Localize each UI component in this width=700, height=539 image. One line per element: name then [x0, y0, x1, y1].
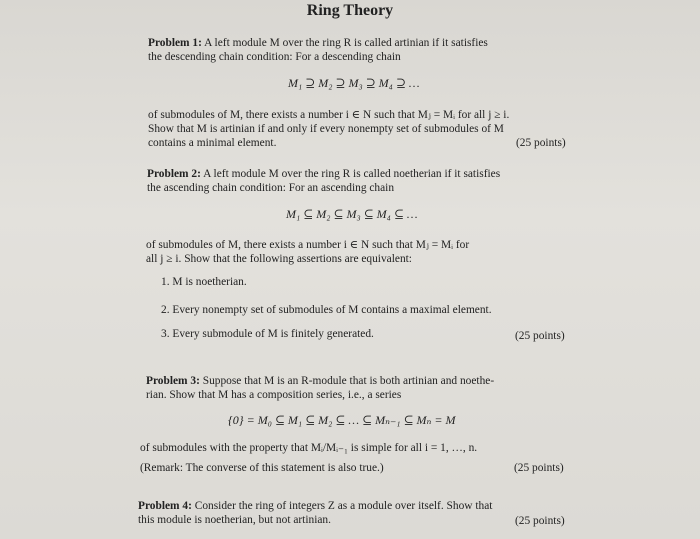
problem-1-label: Problem 1: [148, 37, 202, 49]
problem-2-line-4: all j ≥ i. Show that the following assertions are equivalent: [146, 253, 412, 265]
problem-4-line-1: Consider the ring of integers Z as a module over itself. Show that [194, 500, 493, 512]
problem-1 [148, 36, 488, 64]
problem-1-chain: M₁ ⊇ M₂ ⊇ M₃ ⊇ M₄ ⊇ … [288, 76, 420, 90]
problem-4-line-2: this module is noetherian, but not artinian. [138, 514, 331, 526]
problem-1-line-2: the descending chain condition: For a descending chain [148, 51, 401, 63]
problem-1-line-3: of submodules of M, there exists a number i ∈ N such that Mⱼ = Mᵢ for all j ≥ i. [148, 109, 510, 121]
problem-4 [138, 499, 492, 527]
problem-3-label: Problem 3: [146, 375, 200, 387]
problem-2-body [146, 238, 469, 266]
problem-4-points: (25 points) [515, 515, 565, 527]
problem-3 [146, 374, 494, 402]
problem-3-line-4: (Remark: The converse of this statement is also true.) [140, 462, 384, 474]
problem-2-line-1: A left module M over the ring R is called noetherian if it satisfies [203, 168, 501, 180]
problem-1-points: (25 points) [516, 137, 566, 149]
problem-4-label: Problem 4: [138, 500, 192, 512]
problem-3-line-2: rian. Show that M has a composition series, i.e., a series [146, 389, 402, 401]
problem-2 [147, 167, 500, 195]
problem-3-points: (25 points) [514, 462, 564, 474]
problem-2-points: (25 points) [515, 330, 565, 342]
problem-1-line-4: Show that M is artinian if and only if every nonempty set of submodules of M [148, 123, 504, 135]
problem-1-body [148, 108, 509, 150]
problem-2-chain: M₁ ⊆ M₂ ⊆ M₃ ⊆ M₄ ⊆ … [286, 207, 418, 221]
problem-3-body [140, 441, 477, 475]
list-item: 1. M is noetherian. [161, 276, 247, 288]
list-item: 2. Every nonempty set of submodules of M contains a maximal element. [161, 304, 492, 316]
problem-2-line-2: the ascending chain condition: For an ascending chain [147, 182, 395, 194]
problem-2-line-3: of submodules of M, there exists a number i ∈ N such that Mⱼ = Mᵢ for [146, 239, 470, 251]
problem-1-line-1: A left module M over the ring R is called artinian if it satisfies [204, 37, 488, 49]
list-item: 3. Every submodule of M is finitely generated. [161, 328, 374, 340]
problem-3-line-1: Suppose that M is an R-module that is both artinian and noethe- [202, 375, 495, 387]
page-title: Ring Theory [306, 2, 394, 19]
problem-1-line-5: contains a minimal element. [148, 137, 277, 149]
problem-3-chain: {0} = M₀ ⊆ M₁ ⊆ M₂ ⊆ … ⊆ Mₙ₋₁ ⊆ Mₙ = M [228, 413, 456, 427]
problem-3-line-3: of submodules with the property that Mᵢ/Mᵢ₋₁ is simple for all i = 1, …, n. [140, 442, 478, 454]
problem-2-label: Problem 2: [147, 168, 201, 180]
